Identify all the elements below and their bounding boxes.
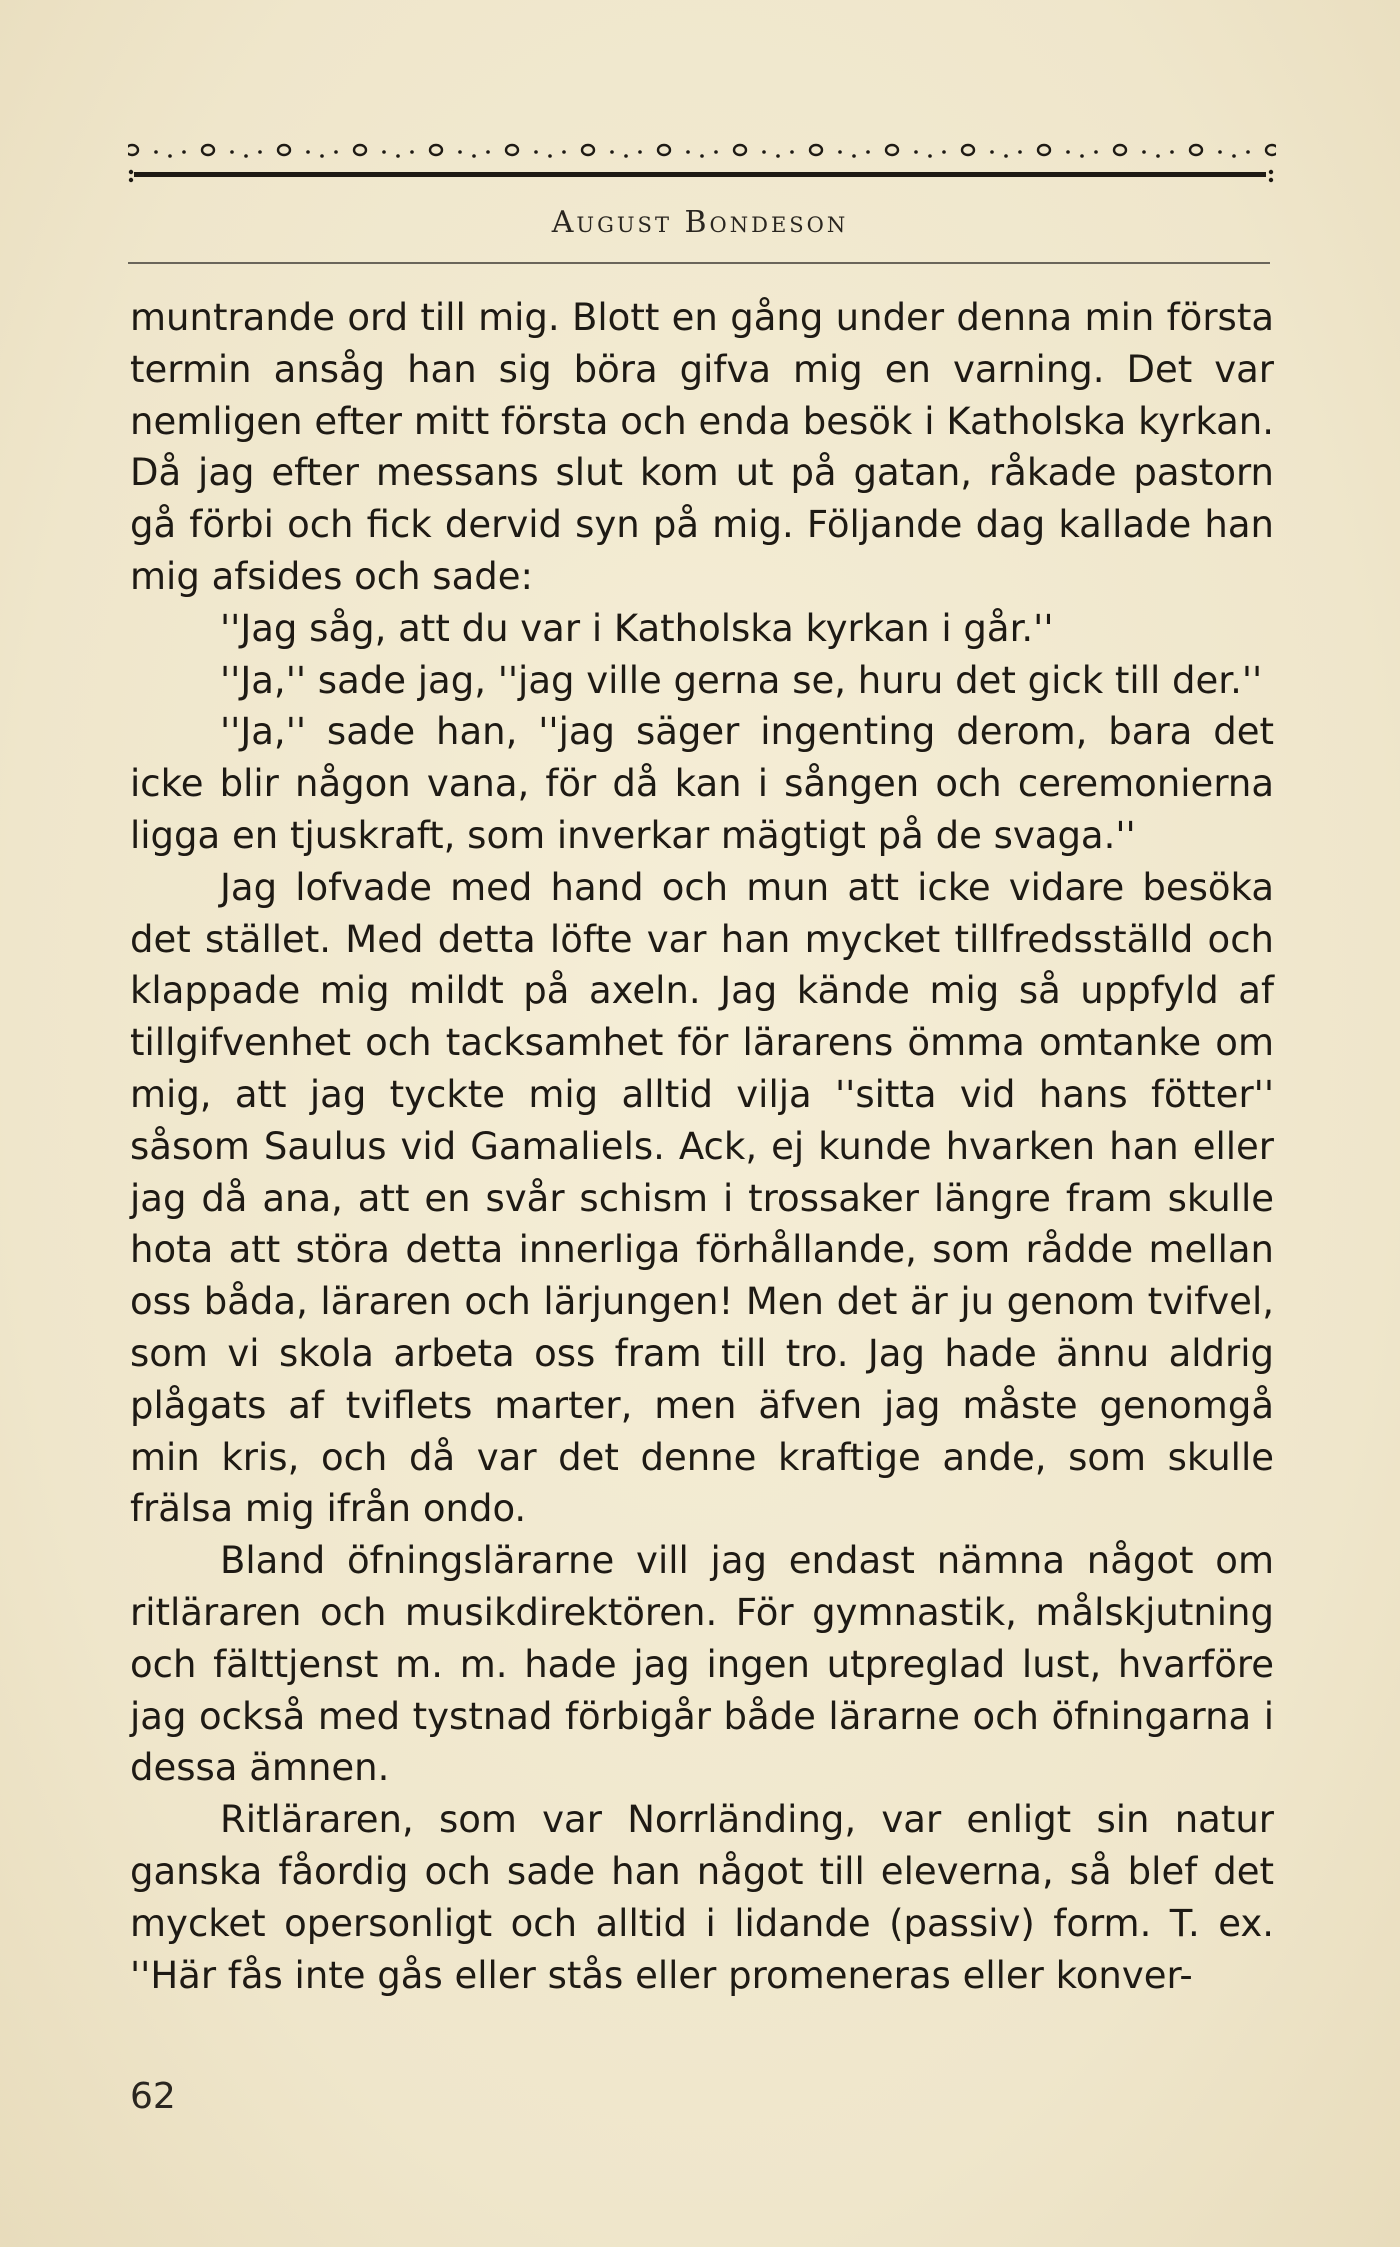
paragraph: Jag lofvade med hand och mun att icke vidare besöka det stället. Med detta löfte var han mycket tillfredsställd och klappade mig mildt på axeln. Jag kände mig så uppfyld af tillgifvenhet och tacksamhet för lärarens ömma omtanke om mig, att jag tyckte mig alltid vilja ''sitta vid hans fötter'' såsom Saulus vid Gamaliels. Ack, ej kunde hvarken han eller jag då ana, att en svår schism i trossaker längre fram skulle hota att störa detta innerliga förhållande, som rådde mellan oss båda, läraren och lärjungen! Men det är ju genom tvifvel, som vi skola arbeta oss fram till tro. Jag hade ännu aldrig plågats af tviflets marter, men äfven jag måste genomgå min kris, och då var det denne kraftige ande, som skulle frälsa mig ifrån ondo. <box>130 865 1274 1531</box>
header-rule <box>128 262 1270 264</box>
paragraph: Bland öfningslärarne vill jag endast nämna något om ritläraren och musikdirektören. För gymnastik, målskjutning och fälttjenst m. m. hade jag ingen utpreglad lust, hvarföre jag också med tystnad förbigår både lärarne och öfningarna i dessa ämnen. <box>130 1539 1274 1790</box>
paragraph: ''Ja,'' sade han, ''jag säger ingenting derom, bara det icke blir någon vana, för då kan i sången och ceremonierna ligga en tjuskraft, som inverkar mägtigt på de svaga.'' <box>130 710 1274 857</box>
paragraph: muntrande ord till mig. Blott en gång under denna min första termin ansåg han sig böra gifva mig en varning. Det var nemligen efter mitt första och enda besök i Katholska kyrkan. Då jag efter messans slut kom ut på gatan, råkade pastorn gå förbi och fick dervid syn på mig. Följande dag kallade han mig afsides och sade: <box>130 296 1274 598</box>
page-number: 62 <box>130 2076 176 2117</box>
paragraph: ''Jag såg, att du var i Katholska kyrkan i går.'' <box>220 606 1054 650</box>
paragraph: ''Ja,'' sade jag, ''jag ville gerna se, huru det gick till der.'' <box>220 658 1263 702</box>
running-head: August Bondeson <box>551 205 849 240</box>
paragraph: Ritläraren, som var Norrländing, var enligt sin natur ganska fåordig och sade han något till eleverna, så blef det mycket opersonligt och alltid i lidande (passiv) form. T. ex. ''Här fås inte gås eller stås eller promeneras eller konver- <box>130 1798 1274 1997</box>
body-text <box>130 292 1274 2001</box>
decorative-chain-ornament <box>128 128 1276 190</box>
